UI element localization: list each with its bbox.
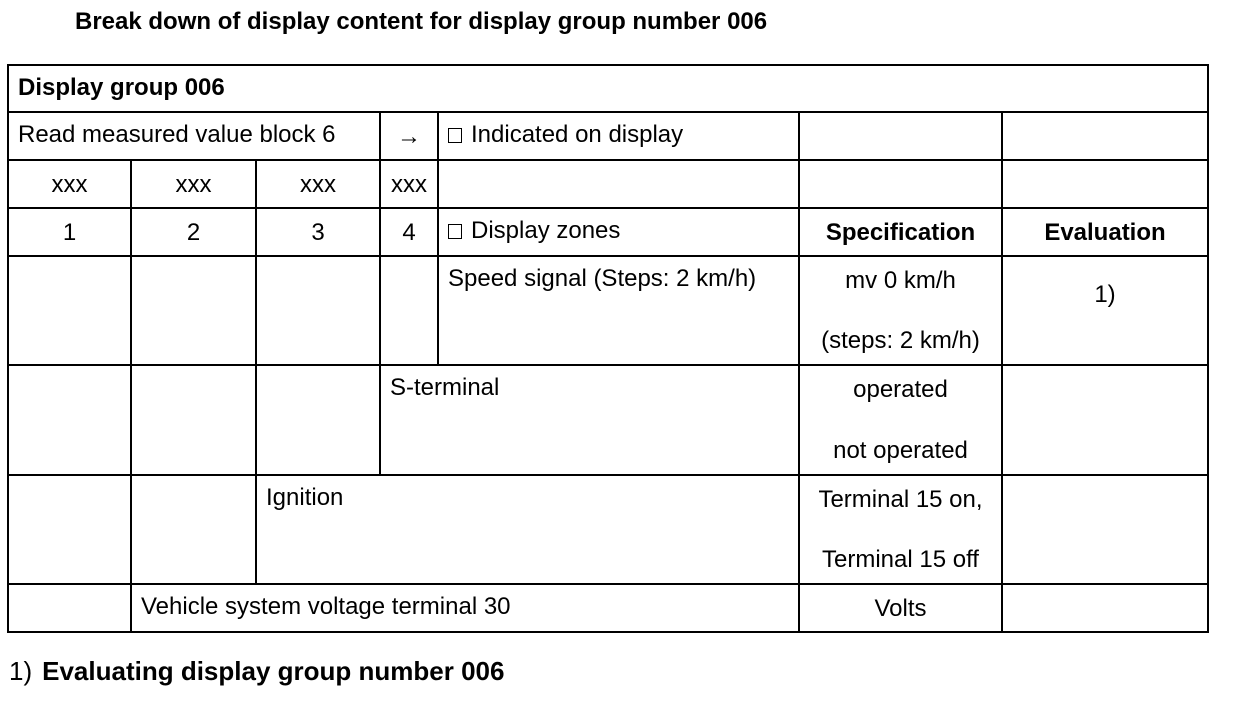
zone-number-3: 3 xyxy=(257,209,381,257)
zone-number-1: 1 xyxy=(9,209,132,257)
zone-4-placeholder: xxx xyxy=(381,161,439,209)
speed-spec-line-2: (steps: 2 km/h) xyxy=(821,327,980,355)
ignition-label: Ignition xyxy=(257,476,800,585)
empty-cell xyxy=(1003,161,1209,209)
empty-cell xyxy=(439,161,800,209)
display-group-table xyxy=(7,64,1209,633)
speed-evaluation: 1) xyxy=(1003,257,1209,366)
read-block-label: Read measured value block 6 xyxy=(9,113,381,161)
page-title: Break down of display content for display group number 006 xyxy=(75,8,768,35)
speed-specification xyxy=(800,257,1003,366)
empty-cell xyxy=(1003,113,1209,161)
s-terminal-label: S-terminal xyxy=(381,366,800,476)
footnote xyxy=(9,656,504,687)
indicated-on-display-label: Indicated on display xyxy=(471,121,684,148)
empty-cell xyxy=(381,257,439,366)
empty-cell xyxy=(9,366,132,476)
empty-cell xyxy=(132,366,257,476)
ignition-specification xyxy=(800,476,1003,585)
s-terminal-specification xyxy=(800,366,1003,476)
speed-signal-label: Speed signal (Steps: 2 km/h) xyxy=(439,257,800,366)
voltage-specification: Volts xyxy=(800,585,1003,633)
arrow-icon: → xyxy=(381,113,439,161)
empty-cell xyxy=(9,585,132,633)
voltage-label: Vehicle system voltage terminal 30 xyxy=(132,585,800,633)
display-group-header: Display group 006 xyxy=(9,66,1209,113)
empty-cell xyxy=(9,476,132,585)
empty-cell xyxy=(1003,366,1209,476)
evaluation-header: Evaluation xyxy=(1003,209,1209,257)
zone-number-4: 4 xyxy=(381,209,439,257)
specification-header: Specification xyxy=(800,209,1003,257)
speed-spec-line-1: mv 0 km/h xyxy=(845,267,956,294)
empty-cell xyxy=(132,257,257,366)
checkbox-icon xyxy=(448,128,462,143)
empty-cell xyxy=(9,257,132,366)
display-zones-cell xyxy=(439,209,800,257)
checkbox-icon xyxy=(448,224,462,239)
footnote-text: Evaluating display group number 006 xyxy=(42,656,505,686)
s-terminal-spec-line-1: operated xyxy=(853,376,948,403)
zone-number-2: 2 xyxy=(132,209,257,257)
empty-cell xyxy=(257,366,381,476)
empty-cell xyxy=(800,161,1003,209)
footnote-number: 1) xyxy=(9,656,33,686)
zone-1-placeholder: xxx xyxy=(9,161,132,209)
empty-cell xyxy=(257,257,381,366)
display-zones-label: Display zones xyxy=(471,217,621,244)
indicated-on-display-cell xyxy=(439,113,800,161)
empty-cell xyxy=(1003,476,1209,585)
ignition-spec-line-1: Terminal 15 on, xyxy=(818,486,983,513)
zone-3-placeholder: xxx xyxy=(257,161,381,209)
s-terminal-spec-line-2: not operated xyxy=(833,437,968,465)
ignition-spec-line-2: Terminal 15 off xyxy=(822,546,979,574)
empty-cell xyxy=(1003,585,1209,633)
empty-cell xyxy=(132,476,257,585)
empty-cell xyxy=(800,113,1003,161)
zone-2-placeholder: xxx xyxy=(132,161,257,209)
